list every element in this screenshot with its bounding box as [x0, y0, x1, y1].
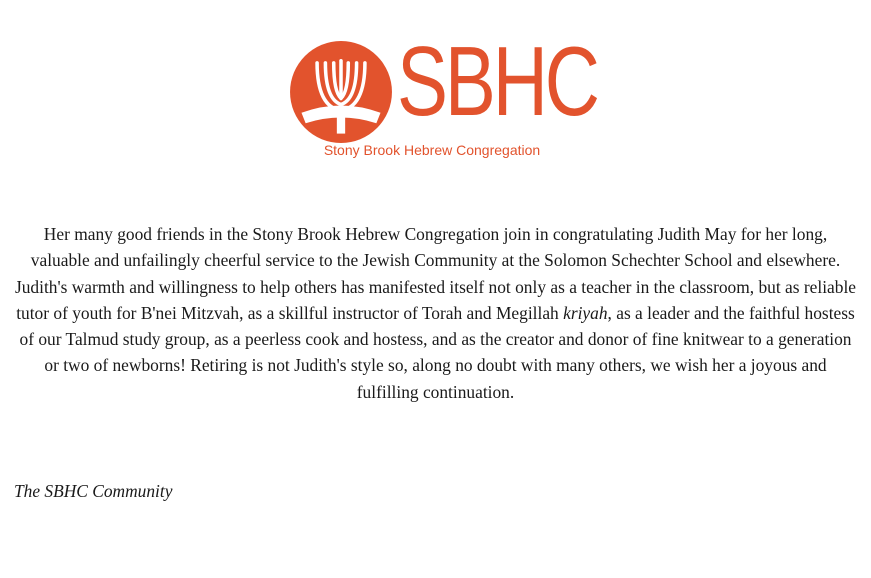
message-italic-term: kriyah [563, 302, 608, 323]
logo-tagline: Stony Brook Hebrew Congregation [323, 142, 541, 158]
signature: The SBHC Community [14, 481, 173, 501]
sbhc-logo [285, 26, 597, 164]
logo-wordmark: SBHC [397, 26, 597, 136]
congratulation-message [14, 221, 857, 405]
menorah-circle-icon [289, 40, 393, 144]
message-text-start: Her many good friends in the Stony Brook Hebrew Congregation join in congratulating Judith May for her long, valuable and unfailingly cheerful service to the Jewish Community at the Solomon Schechter School and elsewhere. Judith's warmth and willingness to help others has manifested itself not only as a teacher in the classroom, but as reliable tutor of youth for B'nei Mitzvah, as a skillful instructor of Torah and Megillah [14, 224, 857, 323]
message-text-end: , as a leader and the faithful hostess of our Talmud study group, as a peerless cook and hostess, and as the creator and donor of fine knitwear to a generation or two of newborns! Retiring is not Judith's style so, along no doubt with many others, we wish her a joyous and fulfilling continuation. [19, 302, 855, 402]
